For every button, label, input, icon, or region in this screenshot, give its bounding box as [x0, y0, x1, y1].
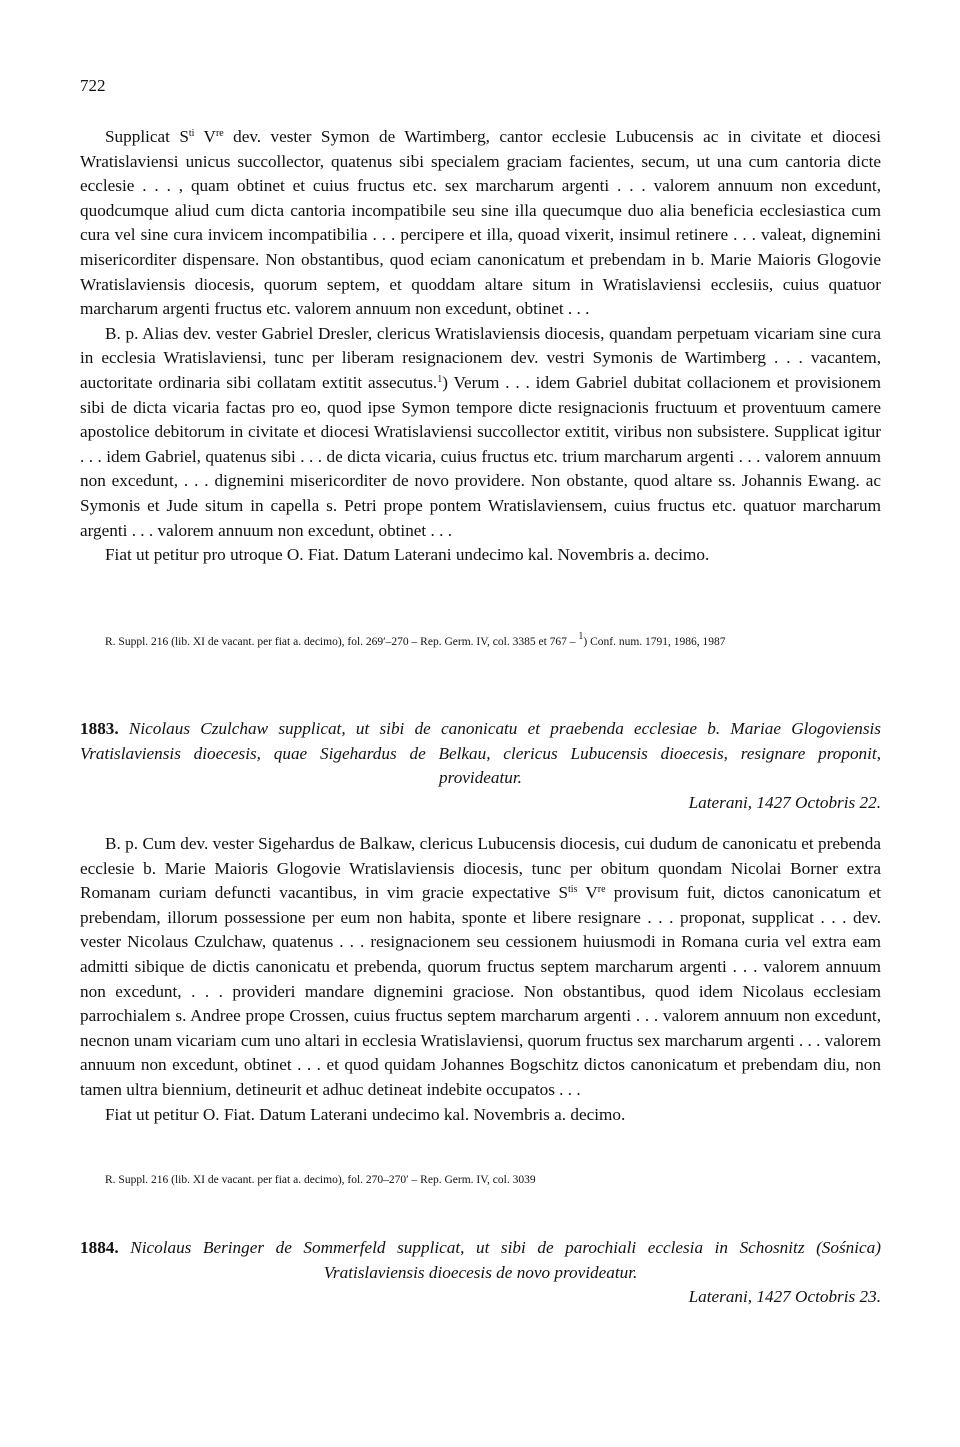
entry-1883-body [80, 832, 881, 1127]
paragraph-bp-cum: B. p. Cum dev. vester Sigehardus de Balkaw, clericus Lubucensis diocesis, cui dudum de canonicatu et prebenda ecclesie b. Marie Maioris Glogovie Wratislaviensis diocesis, tunc per obitum quondam Nicolai Borner extra Romanam curiam defuncti vacantibus, in vim gracie expectative $S^{tis}$ Vre provisum fuit, dictos canonicatum et prebendam, illorum possessione per eum non habita, sponte et libere resignare . . . proponat, supplicat . . . dev. vester Nicolaus Czulchaw, quatenus . . . resignacionem seu cessionem huiusmodi in Romana curia vel extra eam admitti sibique de dictis canonicatu et prebenda, quorum fructus septem marcharum argenti . . . valorem annuum non excedunt, . . . provideri mandare dignemini graciose. Non obstantibus, quod idem Nicolaus ecclesiam parrochialem s. Andree prope Crossen, cuius fructus septem marcharum argenti . . . valorem annuum non excedunt, necnon unam vicariam cum uno altari in ecclesia Wratislaviensi, quorum fructus sex marcharum argenti . . . valorem annuum non excedunt, obtinet . . . et quod quidam Johannes Bogschitz dictos canonicatum et prebendam diu, non tamen ultra biennium, detineurit et adhuc detineat indebite occupatos . . . [80, 834, 881, 1099]
page-number: 722 [80, 76, 106, 95]
paragraph-supplicat: Supplicat $S^{ti}$ Vre dev. vester Symon de Wartimberg, cantor ecclesie Lubucensis ac in civitate et diocesi Wratislaviensi unicus succollector, quatenus sibi specialem graciam facientes, secum, ut una cum cantoria dicte ecclesie . . . , quam obtinet et cuius fructus etc. sex marcharum argenti . . . valorem annuum non excedunt, quodcumque aliud cum dicta cantoria incompatibile seu sine illa quecumque duo alia beneficia ecclesiastica cum cura vel sine cura invicem incompatibilia . . . percipere et illa, quoad vixerit, insimul retinere . . . valeat, dignemini misericorditer dispensare. Non obstantibus, quod eciam canonicatum et prebendam in b. Marie Maioris Glogovie Wratislaviensis diocesis, quorum septem, et quoddam altare situm in Wratislaviensi ecclesiis, cuius quatuor marcharum argenti fructus etc. valorem annuum non excedunt, obtinet . . . [80, 127, 881, 319]
paragraph-fiat: Fiat ut petitur pro utroque O. Fiat. Datum Laterani undecimo kal. Novembris a. decimo. [105, 545, 710, 565]
entry-date: Laterani, 1427 Octobris 22. [688, 792, 881, 812]
paragraph-fiat: Fiat ut petitur O. Fiat. Datum Laterani undecimo kal. Novembris a. decimo. [105, 1104, 626, 1124]
entry-1883 [80, 717, 881, 815]
footnote-1882: R. Suppl. 216 (lib. XI de vacant. per fiat a. decimo), fol. 269′–270 – Rep. Germ. IV, col. 3385 et 767 – $^1$) Conf. num. 1791, 1986, 1987 [105, 631, 726, 648]
entry-1884 [80, 1236, 881, 1310]
entry-heading: 1884. Nicolaus Beringer de Sommerfeld supplicat, ut sibi de parochiali ecclesia in Schosnitz (Sośnica) Vratislaviensis dioecesis de novo provideatur. [80, 1238, 881, 1282]
entry-heading: 1883. Nicolaus Czulchaw supplicat, ut sibi de canonicatu et praebenda ecclesiae b. Mariae Glogoviensis Vratislaviensis dioecesis, quae Sigehardus de Belkau, clericus Lubucensis dioecesis, resignare proponit, provideatur. [80, 719, 881, 788]
entry-date: Laterani, 1427 Octobris 23. [688, 1287, 881, 1307]
entry-1882-continuation [80, 125, 881, 568]
paragraph-bp-alias: B. p. Alias dev. vester Gabriel Dresler, clericus Wratislaviensis diocesis, quandam perpetuam vicariam sine cura in ecclesia Wratislaviensi, tunc per liberam resignacionem dev. vestri Symonis de Wartimberg . . . vacantem, auctoritate ordinaria sibi collatam extitit assecutus.$^1$) Verum . . . idem Gabriel dubitat collacionem et provisionem sibi de dicta vicaria factas pro eo, quod ipse Symon tempore dicte resignacionis fructuum et proventuum camere apostolice debitorum in civitate et diocesi Wratislaviensi succollector extitit, viribus non subsistere. Supplicat igitur . . . idem Gabriel, quatenus sibi . . . de dicta vicaria, cuius fructus etc. trium marcharum argenti . . . valorem annuum non excedunt, . . . dignemini misericorditer de novo providere. Non obstante, quod altare ss. Johannis Ewang. ac Symonis et Jude situm in capella s. Petri prope pontem Wratislaviensem, cuius fructus etc. quatuor marcharum argenti . . . valorem annuum non excedunt, obtinet . . . [80, 323, 881, 540]
footnote-1883: R. Suppl. 216 (lib. XI de vacant. per fiat a. decimo), fol. 270–270′ – Rep. Germ. IV, col. 3039 [105, 1174, 536, 1186]
